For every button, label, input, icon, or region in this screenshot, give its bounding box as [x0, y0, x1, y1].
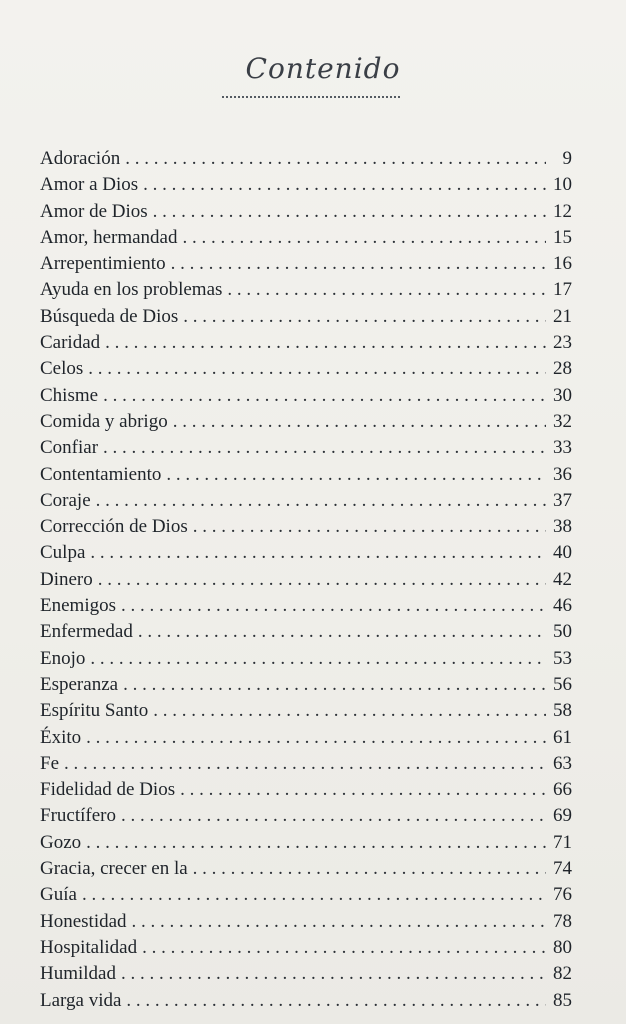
toc-entry-label: Esperanza: [40, 673, 119, 695]
dot-leader: [183, 304, 546, 330]
dot-leader: [153, 698, 546, 724]
toc-entry-label: Ayuda en los problemas: [40, 279, 223, 301]
toc-entry: [40, 988, 572, 1014]
toc-entry: [40, 199, 572, 225]
toc-entry: [40, 330, 572, 356]
toc-entry-label: Celos: [40, 358, 84, 380]
toc-entry-page-number: 50: [553, 621, 572, 643]
toc-entry-label: Fidelidad de Dios: [40, 779, 176, 801]
toc-entry-page-number: 80: [553, 936, 572, 958]
toc-entry-label: Hospitalidad: [40, 936, 138, 958]
toc-entry-page-number: 46: [553, 595, 572, 617]
toc-entry: [40, 304, 572, 330]
toc-entry-page-number: 78: [553, 910, 572, 932]
toc-entry-page-number: 33: [553, 437, 572, 459]
toc-entry: [40, 540, 572, 566]
dot-leader: [153, 199, 546, 225]
dot-leader: [121, 803, 546, 829]
toc-entry-label: Arrepentimiento: [40, 253, 166, 275]
dot-leader: [96, 488, 546, 514]
dot-leader: [166, 462, 546, 488]
toc-entry: [40, 488, 572, 514]
toc-entry-page-number: 53: [553, 647, 572, 669]
toc-entry-page-number: 63: [553, 752, 572, 774]
toc-entry-page-number: 61: [553, 726, 572, 748]
toc-entry-page-number: 71: [553, 831, 572, 853]
toc-entry: [40, 725, 572, 751]
dot-leader: [82, 882, 546, 908]
toc-entry-label: Gracia, crecer en la: [40, 858, 188, 880]
toc-entry: [40, 777, 572, 803]
toc-entry-label: Fructífero: [40, 805, 116, 827]
dot-leader: [173, 409, 546, 435]
toc-entry: [40, 277, 572, 303]
dot-leader: [180, 777, 546, 803]
toc-entry-page-number: 21: [553, 305, 572, 327]
toc-entry-label: Coraje: [40, 489, 91, 511]
toc-entry: [40, 435, 572, 461]
toc-entry: [40, 830, 572, 856]
dot-leader: [103, 435, 546, 461]
toc-entry: [40, 225, 572, 251]
toc-entry-page-number: 38: [553, 516, 572, 538]
toc-entry: [40, 803, 572, 829]
toc-entry-label: Chisme: [40, 384, 99, 406]
toc-entry: [40, 593, 572, 619]
toc-entry: [40, 356, 572, 382]
toc-entry-label: Confiar: [40, 437, 99, 459]
toc-entry-page-number: 9: [562, 148, 572, 169]
toc-entry-label: Corrección de Dios: [40, 516, 188, 538]
dot-leader: [126, 988, 546, 1014]
toc-entry: [40, 698, 572, 724]
toc-entry-page-number: 12: [553, 200, 572, 222]
toc-entry-label: Fe: [40, 752, 59, 774]
toc-entry-page-number: 82: [553, 963, 572, 985]
toc-entry-page-number: 10: [553, 174, 572, 196]
dot-leader: [227, 277, 546, 303]
toc-entry-label: Amor a Dios: [40, 174, 139, 196]
dot-leader: [103, 383, 546, 409]
toc-entry-page-number: 74: [553, 858, 572, 880]
dot-leader: [123, 672, 546, 698]
table-of-contents: [40, 146, 572, 1014]
toc-entry-page-number: 66: [553, 779, 572, 801]
toc-entry: [40, 172, 572, 198]
dot-leader: [132, 909, 546, 935]
toc-entry: [40, 383, 572, 409]
toc-entry: [40, 909, 572, 935]
dot-leader: [105, 330, 546, 356]
toc-entry-label: Gozo: [40, 831, 82, 853]
toc-entry-label: Éxito: [40, 726, 82, 748]
dot-leader: [121, 961, 546, 987]
toc-entry: [40, 251, 572, 277]
dot-leader: [98, 567, 546, 593]
dot-leader: [143, 172, 546, 198]
dot-leader: [193, 856, 546, 882]
dot-leader: [193, 514, 546, 540]
toc-entry-page-number: 23: [553, 332, 572, 354]
toc-entry-page-number: 16: [553, 253, 572, 275]
toc-entry: [40, 567, 572, 593]
toc-entry-page-number: 76: [553, 884, 572, 906]
toc-entry-label: Adoración: [40, 148, 121, 169]
dot-leader: [138, 619, 546, 645]
dot-leader: [86, 725, 546, 751]
toc-entry-label: Espíritu Santo: [40, 700, 149, 722]
toc-entry-label: Enfermedad: [40, 621, 133, 643]
toc-entry-page-number: 42: [553, 568, 572, 590]
toc-entry-label: Honestidad: [40, 910, 127, 932]
toc-entry-page-number: 85: [553, 989, 572, 1011]
dot-leader: [125, 146, 546, 172]
toc-entry-page-number: 56: [553, 673, 572, 695]
toc-entry: [40, 409, 572, 435]
toc-entry: [40, 672, 572, 698]
toc-entry-page-number: 37: [553, 489, 572, 511]
toc-entry: [40, 514, 572, 540]
toc-entry-label: Amor de Dios: [40, 200, 148, 222]
dot-leader: [86, 830, 546, 856]
toc-entry: [40, 961, 572, 987]
dot-leader: [182, 225, 546, 251]
toc-entry-label: Dinero: [40, 568, 93, 590]
toc-entry: [40, 619, 572, 645]
toc-entry-label: Larga vida: [40, 989, 122, 1011]
dot-leader: [90, 646, 546, 672]
toc-entry-page-number: 40: [553, 542, 572, 564]
dot-leader: [142, 935, 546, 961]
toc-entry-label: Comida y abrigo: [40, 410, 168, 432]
dot-leader: [64, 751, 546, 777]
toc-entry-page-number: 15: [553, 226, 572, 248]
title-dotted-rule: [222, 96, 400, 98]
dot-leader: [171, 251, 546, 277]
toc-entry-page-number: 17: [553, 279, 572, 301]
toc-entry-label: Enemigos: [40, 595, 116, 617]
toc-entry-label: Contentamiento: [40, 463, 162, 485]
toc-entry-page-number: 58: [553, 700, 572, 722]
toc-entry-label: Guía: [40, 884, 77, 906]
toc-entry: [40, 751, 572, 777]
toc-entry-label: Amor, hermandad: [40, 226, 178, 248]
dot-leader: [88, 356, 546, 382]
toc-entry-label: Caridad: [40, 332, 101, 354]
dot-leader: [90, 540, 546, 566]
dot-leader: [121, 593, 546, 619]
toc-entry-page-number: 36: [553, 463, 572, 485]
page-title: Contenido: [245, 52, 401, 85]
toc-entry: [40, 646, 572, 672]
toc-entry-label: Humildad: [40, 963, 116, 985]
toc-entry-page-number: 28: [553, 358, 572, 380]
toc-entry-page-number: 30: [553, 384, 572, 406]
toc-entry-label: Culpa: [40, 542, 86, 564]
toc-entry-label: Enojo: [40, 647, 86, 669]
toc-entry-page-number: 69: [553, 805, 572, 827]
toc-entry: [40, 146, 572, 172]
toc-entry: [40, 882, 572, 908]
toc-entry: [40, 462, 572, 488]
toc-entry-page-number: 32: [553, 410, 572, 432]
toc-entry: [40, 935, 572, 961]
toc-entry: [40, 856, 572, 882]
toc-entry-label: Búsqueda de Dios: [40, 305, 179, 327]
